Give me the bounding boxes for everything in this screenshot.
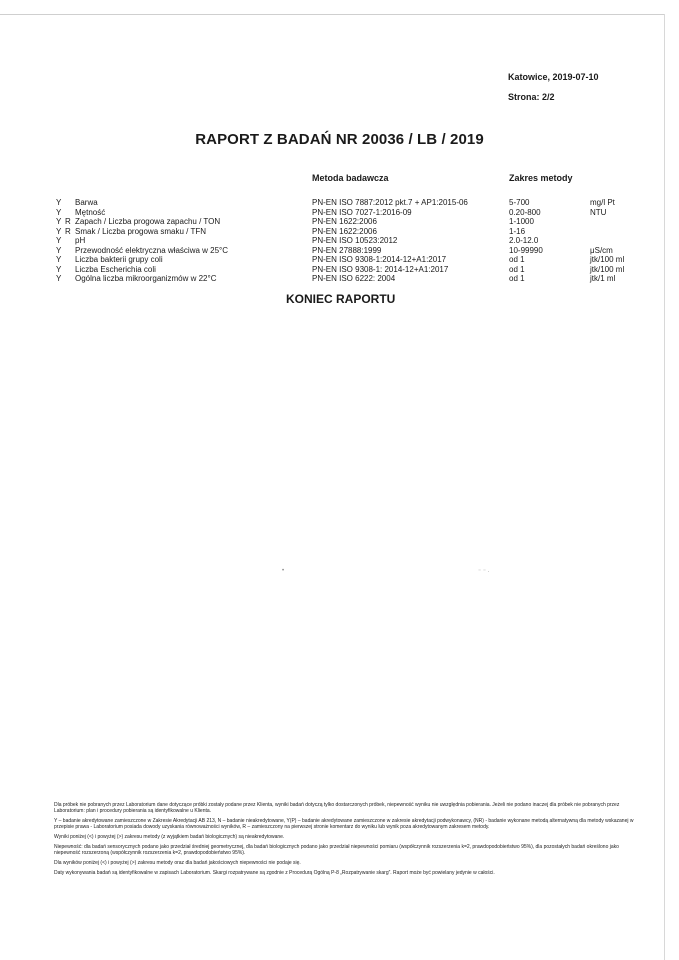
table-row [0,217,679,227]
method-range: 0.20-800 [509,207,541,217]
accreditation-mark: Y [56,226,62,236]
table-row [0,227,679,237]
footnote: Dla próbek nie pobranych przez Laboratorium dane dotyczące próbki zostały podane przez Klienta, wyniki badań dotyczą tylko dostarczonych próbek, niepewność wyniku nie uwzględnia pobierania. Jeżeli nie podano inaczej dla próbek nie pobranych przez Laboratorium: plan i procedury pobierania są identyfikowalne u Klienta. [54,802,620,814]
test-method: PN-EN ISO 10523:2012 [312,236,398,245]
footnote: Y – badanie akredytowane zamieszczone w Zakresie Akredytacji AB 213, N – badanie nieakredytowane, Y(P) – badanie akredytowane zamieszczone w zakresie akredytacji podwykonawcy, (NR) - badanie wykonane metodą alternatywną dla metody wskazanej w przepisie prawa - Laboratorium posiada dowody uzyskania równoważności wyników, R – zamieszczony na pierwszej stronie komentarz do wyniku lub wynik poza akredytowanym zakresem metody. [54,818,634,830]
place-date: Katowice, 2019-07-10 [508,72,599,82]
parameter-name: Liczba bakterii grupy coli [75,255,163,264]
table-row [0,265,679,275]
method-range: od 1 [509,255,525,264]
unit: jtk/100 ml [590,255,625,264]
method-range: od 1 [509,274,525,283]
accreditation-mark: Y [56,198,62,207]
unit: μS/cm [590,245,613,255]
method-range: 10-99990 [509,245,543,255]
unit: mg/l Pt [590,198,615,207]
accreditation-mark: Y [56,274,62,283]
parameter-name: Liczba Escherichia coli [75,264,156,274]
unit: jtk/1 ml [590,274,616,283]
method-range: 2.0-12.0 [509,236,539,245]
footnote: Daty wykonywania badań są identyfikowalne w zapisach Laboratorium. Skargi rozpatrywane są zgodnie z Procedurą Ogólną P-8 „Rozpatrywanie skarg”. Raport może być powielany jedynie w całości. [54,870,495,876]
footnotes [54,802,634,880]
table-row [0,246,679,256]
remark-flag: R [65,226,71,236]
footnote: Niepewność: dla badań sensorycznych podano jako przedział średniej geometrycznej, dla badań biologicznych podano jako przedział niepewności pomiaru (współczynnik rozszerzenia k=2, prawdopodobieństwo 95%), dla pozostałych badań określono jako niepewność rozszerzoną (współczynnik rozszerzenia k=2, prawdopodobieństwo 95%). [54,844,619,856]
test-method: PN-EN ISO 7887:2012 pkt.7 + AP1:2015-06 [312,198,468,207]
table-row [0,255,679,265]
table-row [0,274,679,284]
column-header-method: Metoda badawcza [312,173,389,183]
page-edge-right [664,14,665,960]
parameter-name: Zapach / Liczba progowa zapachu / TON [75,217,221,226]
scan-speck: • [282,568,285,574]
table-row [0,208,679,218]
parameter-name: Mętność [75,207,106,217]
test-method: PN-EN 27888:1999 [312,245,382,255]
accreditation-mark: Y [56,236,62,245]
page-edge-top [0,14,665,15]
accreditation-mark: Y [56,207,62,217]
accreditation-mark: Y [56,245,62,255]
method-range: 1-16 [509,226,526,236]
test-method: PN-EN 1622:2006 [312,217,377,226]
unit: jtk/100 ml [590,264,625,274]
unit: NTU [590,207,607,217]
report-title: RAPORT Z BADAŃ NR 20036 / LB / 2019 [195,131,484,148]
footnote: Dla wyników poniżej (<) i powyżej (>) zakresu metody oraz dla badań jakościowych niepewności nie podaje się. [54,860,301,866]
parameter-name: Przewodność elektryczna właściwa w 25°C [75,245,229,255]
parameter-name: Ogólna liczba mikroorganizmów w 22°C [75,274,217,283]
column-header-range: Zakres metody [509,173,573,183]
test-method: PN-EN ISO 9308-1: 2014-12+A1:2017 [312,264,449,274]
parameter-name: pH [75,236,86,245]
accreditation-mark: Y [56,264,62,274]
remark-flag: R [65,217,71,226]
table-row [0,198,679,208]
test-method: PN-EN ISO 7027-1:2016-09 [312,207,412,217]
accreditation-mark: Y [56,217,62,226]
method-range: 1-1000 [509,217,534,226]
end-of-report-title: KONIEC RAPORTU [286,292,396,306]
method-range: 5-700 [509,198,530,207]
method-range: od 1 [509,264,525,274]
parameter-name: Barwa [75,198,98,207]
footnote: Wyniki poniżej (<) i powyżej (>) zakresu metody (z wyjątkiem badań biologicznych) są nieakredytowane. [54,834,285,840]
test-method: PN-EN 1622:2006 [312,226,377,236]
table-row [0,236,679,246]
test-method: PN-EN ISO 6222: 2004 [312,274,396,283]
scan-speck: ⁻ ⁻ · [478,569,490,575]
accreditation-mark: Y [56,255,62,264]
page-number: Strona: 2/2 [508,92,555,102]
parameter-name: Smak / Liczba progowa smaku / TFN [75,226,207,236]
test-method: PN-EN ISO 9308-1:2014-12+A1:2017 [312,255,447,264]
